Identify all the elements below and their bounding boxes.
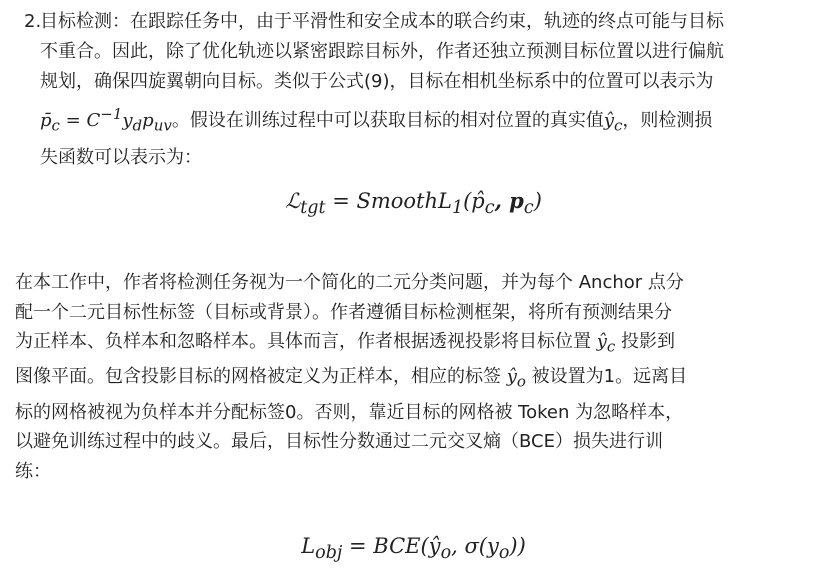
para-line-7: 练： <box>15 460 51 482</box>
math-p-bar: $p̄_c = C^{-1}y_dp_{uv}$ <box>40 105 172 135</box>
para-line-5: 标的网格被视为负样本并分配标签0。否则，靠近目标的网格被 Token 为忽略样本， <box>15 401 684 423</box>
para-line-4: 图像平面。包含投影目标的网格被定义为正样本，相应的标签 $ŷ_o$ 被设置为1。远离目 <box>15 366 688 391</box>
para-line-3: 为正样本、负样本和忽略样本。具体而言，作者根据透视投影将目标位置 $ŷ_c$ 投影到 <box>15 331 676 356</box>
text-line-1: 目标检测：在跟踪任务中，由于平滑性和安全成本的联合约束，轨迹的终点可能与目标 <box>40 11 724 32</box>
list-number: 2. <box>24 11 42 32</box>
math-y-hat-c: $ŷ_c$ <box>603 110 623 135</box>
list-item-object-detection <box>24 7 814 173</box>
para-line-1: 在本工作中，作者将检测任务视为一个简化的二元分类问题，并为每个 Anchor 点分 <box>15 272 684 293</box>
text-line-3: 规划，确保四旋翼朝向目标。类似于公式(9)，目标在相机坐标系中的位置可以表示为 <box>40 71 714 92</box>
formula-obj-loss: $L_{obj}$ = $BCE(ŷ_o$, $\sigma(y_o)$) <box>301 534 526 564</box>
para-line-6: 以避免训练过程中的歧义。最后，目标性分数通过二元交叉熵（BCE）损失进行训 <box>15 431 663 453</box>
para-line-2: 配一个二元目标性标签（目标或背景）。作者遵循目标检测框架，将所有预测结果分 <box>15 301 672 323</box>
text-line-4: $p̄_c = C^{-1}y_dp_{uv}$。假设在训练过程中可以获取目标的相对位置的真实值$ŷ_c$，则检测损 <box>40 105 713 135</box>
text-line-2: 不重合。因此，除了优化轨迹以紧密跟踪目标外，作者还独立预测目标位置以进行偏航 <box>40 41 724 62</box>
list-item-body <box>40 7 814 173</box>
text-line-5: 失函数可以表示为： <box>40 146 202 168</box>
formula-tgt-loss: ℒ$_{tgt}$ = $SmoothL_1(p̂_c$, $p_c$) <box>285 188 542 219</box>
paragraph-detection <box>15 268 815 486</box>
